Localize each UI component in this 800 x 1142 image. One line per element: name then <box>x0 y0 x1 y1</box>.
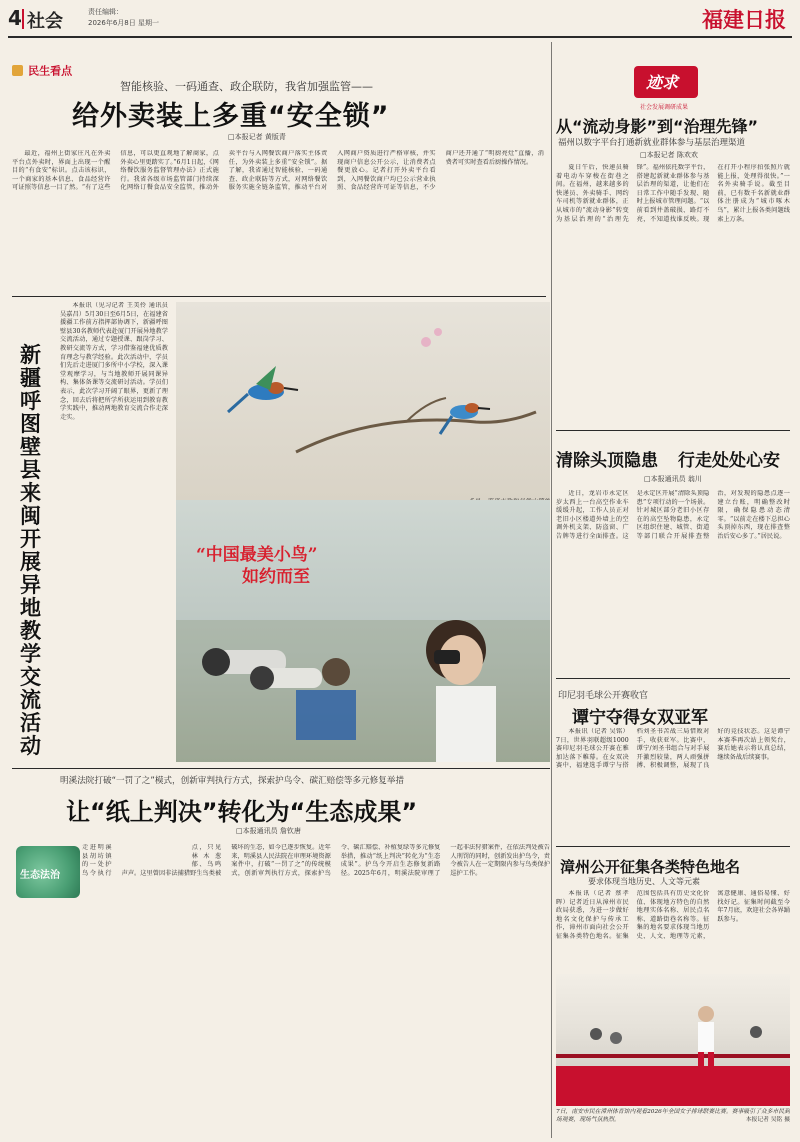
qiuzhi-title: 从“流动身影”到“治理先锋” <box>556 117 759 136</box>
court-byline: □本报通讯员 詹钦唐 <box>236 827 301 835</box>
camera-lens-2 <box>250 666 322 690</box>
xinjiang-body: 本报讯（见习记者 王美伶 通讯员 吴嘉昌）5月30日至6月5日，在福建省援疆工作前方指挥部协调下，新疆呼图壁县30名教师代表赴厦门开展异地教学交流活动，通过专题授课、跟岗学习、教研交流等方式，学习借鉴福建优质教育理念与教学经验。此次活动中，学员们先后走进厦门多所中小学校，深入课堂观摩学习，与当地教师开展同课异构、集体备课等交流研讨活动。学员们表示，此次学习开阔了眼界，更新了理念，回去后将把所学所获运用到教育教学实践中，推动两地教育交流合作走深走实。 <box>60 302 168 421</box>
qiuzhi-subtitle: 福州以数字平台打通新就业群体参与基层治理渠道 <box>558 138 746 148</box>
lead-body: 最近，福州上街家庄凡在外卖平台点外卖时，界面上出现一个醒目的“有食安”标识。点击该标识，一个商家的基本信息、食品经营许可证照等信息一目了然。“有了这些信息，可以更直观地了解商家，点外卖心里更踏实了。”6月1日起，《网络餐饮服务监督管理办法》正式施行。我省各级市场监管部门持续深化网络订餐食品安全监管，推动外卖平台与入网餐饮商户落实主体责任，为外卖装上多重“安全锁”。据了解，我省通过智能核验、一码通查、政企联防等方式，对网络餐饮服务实施全链条监管，推动平台对入网商户资质进行严格审核，并实现商户信息公开公示，让消费者点餐更放心。记者打开外卖平台看到，入网餐饮商户均已公示营业执照、食品经营许可证等信息，不少商户还开通了“明厨亮灶”直播，消费者可实时查看后厨操作情况。 <box>12 150 544 192</box>
date-line: 2026年6月8日 星期一 <box>88 19 159 27</box>
tanjiang-bottom-rule <box>556 846 790 847</box>
qingchu-body: 近日，龙岩市永定区岁太西上一台高空作业车缓缓升起，工作人员正对老旧小区楼道外墙上的空调外机支架、防盗窗、广告牌等进行全面排查。这是永定区开展“清除头顶隐患”专项行动的一个场景。针对城区部分老旧小区存在的高空坠物隐患，永定区组织住建、城管、街道等部门联合开展排查整治，对发现的隐患点逐一建立台账，明确整改时限，确保隐患动态清零。“以前走在楼下总担心头顶掉东西，现在排查整治后安心多了。”居民说。 <box>556 490 790 540</box>
court-title: 让“纸上判决”转化为“生态成果” <box>66 798 418 826</box>
bottom-caption: 7日，南安市民在漳州体育馆内观看2026年全国女子排球联赛比赛。赛事吸引了众多市民到场观赛，现场气氛热烈。 本报记者 吴铭 摄 <box>556 1109 790 1123</box>
qiuzhi-badge-text: 迹求 <box>646 73 679 92</box>
qiuzhi-body: 夏日午后，快递员骑着电动车穿梭在街巷之间。在福州，越来越多的快递员、外卖骑手、网约车司机等新就业群体，正从城市的“流动身影”转变为基层治理的“治理先锋”。福州依托数字平台，搭建起新就业群体参与基层治理的渠道，让他们在日常工作中随手发现、随时上报城市管理问题。“以前看到井盖破损、路灯不亮，不知道找谁反映。现在打开小程序拍张照片就能上报，处理得很快。”一名外卖骑手说。截至目前，已有数千名新就业群体注册成为“城市啄木鸟”，累计上报各类问题线索上万条。 <box>556 164 790 223</box>
paper-logo: 福建日报 <box>702 7 786 32</box>
lead-kicker: 智能核验、一码通查、政企联防，我省加强监管—— <box>120 80 373 93</box>
court-badge-text: 生态法治 <box>20 870 60 881</box>
qingchu-byline: □本报通讯员 翁川 <box>644 475 702 483</box>
lead-bottom-rule <box>12 296 546 297</box>
qingchu-title-right: 行走处处心安 <box>678 451 780 471</box>
qiuzhi-bottom-rule <box>556 430 790 431</box>
lead-byline: □本报记者 黄版青 <box>228 133 286 141</box>
page-number-divider <box>22 9 24 29</box>
zhangzhou-title: 漳州公开征集各类特色地名 <box>560 858 741 876</box>
qingchu-title-left: 清除头顶隐患 <box>556 451 658 471</box>
section-name: 社会 <box>27 11 63 32</box>
column-label: 民生看点 <box>12 60 72 79</box>
court-body: 走进明溪县胡坊镇的一处护鸟令执行点，只见林木葱郁、鸟鸣声声。这里曾因非法捕猎野生鸟类被破坏的生态，如今已逐步恢复。近年来，明溪县人民法院在审理环境资源案件中，打破“一罚了之”的传统模式，创新审判执行方式，探索护鸟令、碳汇赔偿、补植复绿等多元修复举措，推动“纸上判决”转化为“生态成果”。护鸟令开启生态修复新路径。2025年6月，明溪法院审理了一起非法狩猎案件，在依法判处被告人刑罚的同时，创新发出护鸟令，责令被告人在一定期限内参与鸟类保护巡护工作。 <box>82 844 550 877</box>
qingchu-bottom-rule <box>556 678 790 679</box>
tanjiang-body: 本报讯（记者 吴铭）7日，世界羽联超级1000赛印尼羽毛球公开赛在雅加达落下帷幕。在女双决赛中，福建选手谭宁与搭档刘圣书苦战三局惜败对手，收获亚军。比赛中，谭宁/刘圣书组合与对手展开激烈较量，两人顽强拼搏、积极调整，展现了良好的竞技状态。这是谭宁本赛季再次站上领奖台，赛后她表示将认真总结，继续备战后续赛事。 <box>556 728 790 770</box>
lead-title: 给外卖装上多重“安全锁” <box>72 101 390 132</box>
qiuzhi-byline: □本报记者 陈欢欢 <box>640 151 698 159</box>
bottom-caption-credit: 本报记者 吴铭 摄 <box>745 1117 790 1123</box>
zhangzhou-subtitle: 要求体现当地历史、人文等元素 <box>588 877 700 886</box>
editor-line: 责任编辑： <box>88 8 123 16</box>
bird-photo <box>176 302 550 500</box>
bird-title-red: “中国最美小鸟” <box>196 545 318 565</box>
bird-left <box>228 366 298 412</box>
zhangzhou-body: 本报讯（记者 蔡孝晖）记者近日从漳州市民政局获悉，为进一步做好地名文化保护与传承工作，漳州市面向社会公开征集各类特色地名。征集范围包括具有历史文化价值、体现地方特色的自然地理实体名称、居民点名称、道路街巷名称等。征集的地名要求体现当地历史、人文、地理等元素，寓意健康、通俗易懂、好找好记。征集时间截至今年7月底，欢迎社会各界踊跃参与。 <box>556 890 790 940</box>
column-divider-right <box>551 42 552 1138</box>
masthead <box>8 4 792 34</box>
court-kicker: 明溪法院打破“一罚了之”模式，创新审判执行方式，探索护鸟令、碳汇赔偿等多元修复举措 <box>60 776 405 786</box>
volleyball-photo <box>556 974 790 1106</box>
bird-right <box>440 403 490 434</box>
court-top-rule <box>12 768 550 769</box>
qiuzhi-badge-sub: 社会发展调研成果 <box>640 104 689 111</box>
tanjiang-title: 谭宁夺得女双亚军 <box>572 708 708 728</box>
tanjiang-kicker: 印尼羽毛球公开赛收官 <box>558 691 649 701</box>
masthead-rule <box>8 36 792 38</box>
player-figure <box>698 1006 714 1072</box>
bird-title-sub: 如约而至 <box>242 567 310 587</box>
page-number: 4 <box>8 6 22 30</box>
column-label-icon <box>12 65 23 76</box>
xinjiang-title: 新疆呼图壁县来闽开展异地教学交流活动 <box>20 343 41 758</box>
